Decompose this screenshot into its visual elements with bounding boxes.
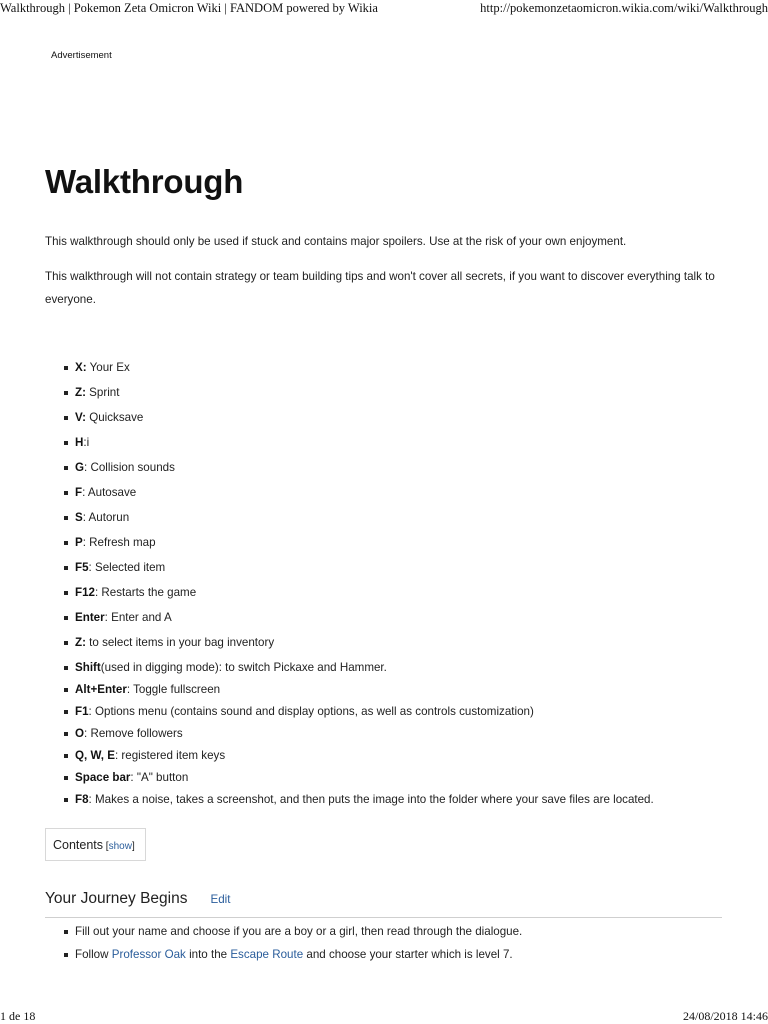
- control-desc: : Autorun: [82, 511, 130, 524]
- list-item: [62, 507, 654, 529]
- control-desc: : Toggle fullscreen: [126, 683, 221, 696]
- print-datetime: 24/08/2018 14:46: [682, 1009, 768, 1023]
- page-number: 1 de 18: [0, 1009, 36, 1023]
- list-item: [62, 532, 654, 554]
- journey-text: Fill out your name and choose if you are a boy or a girl, then read through the dialogue.: [75, 925, 523, 938]
- list-item: [62, 607, 654, 629]
- page-title: Walkthrough: [45, 163, 244, 200]
- control-desc: Quicksave: [85, 411, 144, 424]
- control-desc: : registered item keys: [114, 749, 226, 762]
- list-item: [62, 382, 654, 404]
- list-item: [62, 432, 654, 454]
- table-of-contents: [45, 828, 146, 861]
- list-item: [62, 745, 654, 767]
- control-desc: :i: [83, 436, 90, 449]
- toc-bracket-open: [: [103, 841, 109, 852]
- control-key: Z:: [75, 636, 86, 649]
- control-key: X:: [75, 361, 87, 374]
- control-desc: : Restarts the game: [94, 586, 197, 599]
- section-heading: [45, 890, 722, 918]
- control-desc: : Collision sounds: [84, 461, 175, 474]
- toc-show-link[interactable]: show: [108, 841, 132, 852]
- control-desc: : Selected item: [88, 561, 166, 574]
- professor-oak-link[interactable]: Professor Oak: [111, 948, 186, 961]
- list-item: [62, 920, 522, 943]
- control-desc: (used in digging mode): to switch Pickaxe and Hammer.: [100, 661, 387, 674]
- journey-text: into the: [185, 948, 231, 961]
- control-key: F1: [75, 705, 89, 718]
- list-item: [62, 657, 654, 679]
- control-desc: Your Ex: [86, 361, 130, 374]
- control-key: F8: [75, 793, 89, 806]
- list-item: [62, 789, 654, 811]
- control-desc: Sprint: [85, 386, 120, 399]
- control-desc: : Makes a noise, takes a screenshot, and then puts the image into the folder where your save files are located.: [88, 793, 654, 806]
- list-item: [62, 632, 654, 654]
- controls-list: [62, 357, 654, 811]
- journey-text: Follow: [75, 948, 112, 961]
- print-header: [0, 0, 768, 18]
- control-desc: : Refresh map: [82, 536, 156, 549]
- control-key: Q, W, E: [75, 749, 115, 762]
- control-key: V:: [75, 411, 86, 424]
- list-item: [62, 482, 654, 504]
- toc-label: Contents: [53, 838, 104, 852]
- list-item: [62, 557, 654, 579]
- control-desc: : "A" button: [130, 771, 189, 784]
- control-desc: : Options menu (contains sound and display options, as well as controls customization): [88, 705, 534, 718]
- print-footer: [0, 1006, 768, 1024]
- control-desc: to select items in your bag inventory: [85, 636, 275, 649]
- control-key: F5: [75, 561, 89, 574]
- control-key: Shift: [75, 661, 101, 674]
- list-item: [62, 457, 654, 479]
- list-item: [62, 582, 654, 604]
- list-item: [62, 357, 654, 379]
- escape-route-link[interactable]: Escape Route: [230, 948, 304, 961]
- control-key: F12: [75, 586, 95, 599]
- section-title: Your Journey Begins: [45, 890, 188, 907]
- print-header-url[interactable]: http://pokemonzetaomicron.wikia.com/wiki/Walkthrough: [480, 1, 768, 15]
- list-item: [62, 723, 654, 745]
- list-item: [62, 407, 654, 429]
- list-item: [62, 679, 654, 701]
- intro-paragraph-1: This walkthrough should only be used if stuck and contains major spoilers. Use at the risk of your own enjoyment.: [45, 235, 627, 248]
- list-item: [62, 701, 654, 723]
- journey-list: [62, 920, 522, 966]
- section-edit-link[interactable]: Edit: [210, 893, 231, 906]
- control-key: S: [75, 511, 83, 524]
- control-key: H: [75, 436, 84, 449]
- intro-paragraph-2: This walkthrough will not contain strategy or team building tips and won't cover all secrets, if you want to discover everything talk to everyone.: [45, 270, 715, 306]
- control-key: Space bar: [75, 771, 131, 784]
- control-key: G: [75, 461, 85, 474]
- print-header-title: Walkthrough | Pokemon Zeta Omicron Wiki | FANDOM powered by Wikia: [0, 1, 378, 15]
- control-desc: : Autosave: [82, 486, 137, 499]
- toc-toggle: [103, 841, 135, 852]
- control-desc: : Remove followers: [84, 727, 183, 740]
- control-desc: : Enter and A: [104, 611, 172, 624]
- control-key: P: [75, 536, 83, 549]
- toc-bracket-close: ]: [131, 841, 135, 852]
- control-key: Z:: [75, 386, 86, 399]
- control-key: O: [75, 727, 85, 740]
- advertisement-label: Advertisement: [51, 50, 112, 61]
- control-key: F: [75, 486, 83, 499]
- control-key: Enter: [75, 611, 105, 624]
- journey-text: and choose your starter which is level 7.: [303, 948, 513, 961]
- list-item: [62, 767, 654, 789]
- control-key: Alt+Enter: [75, 683, 127, 696]
- list-item: [62, 943, 522, 966]
